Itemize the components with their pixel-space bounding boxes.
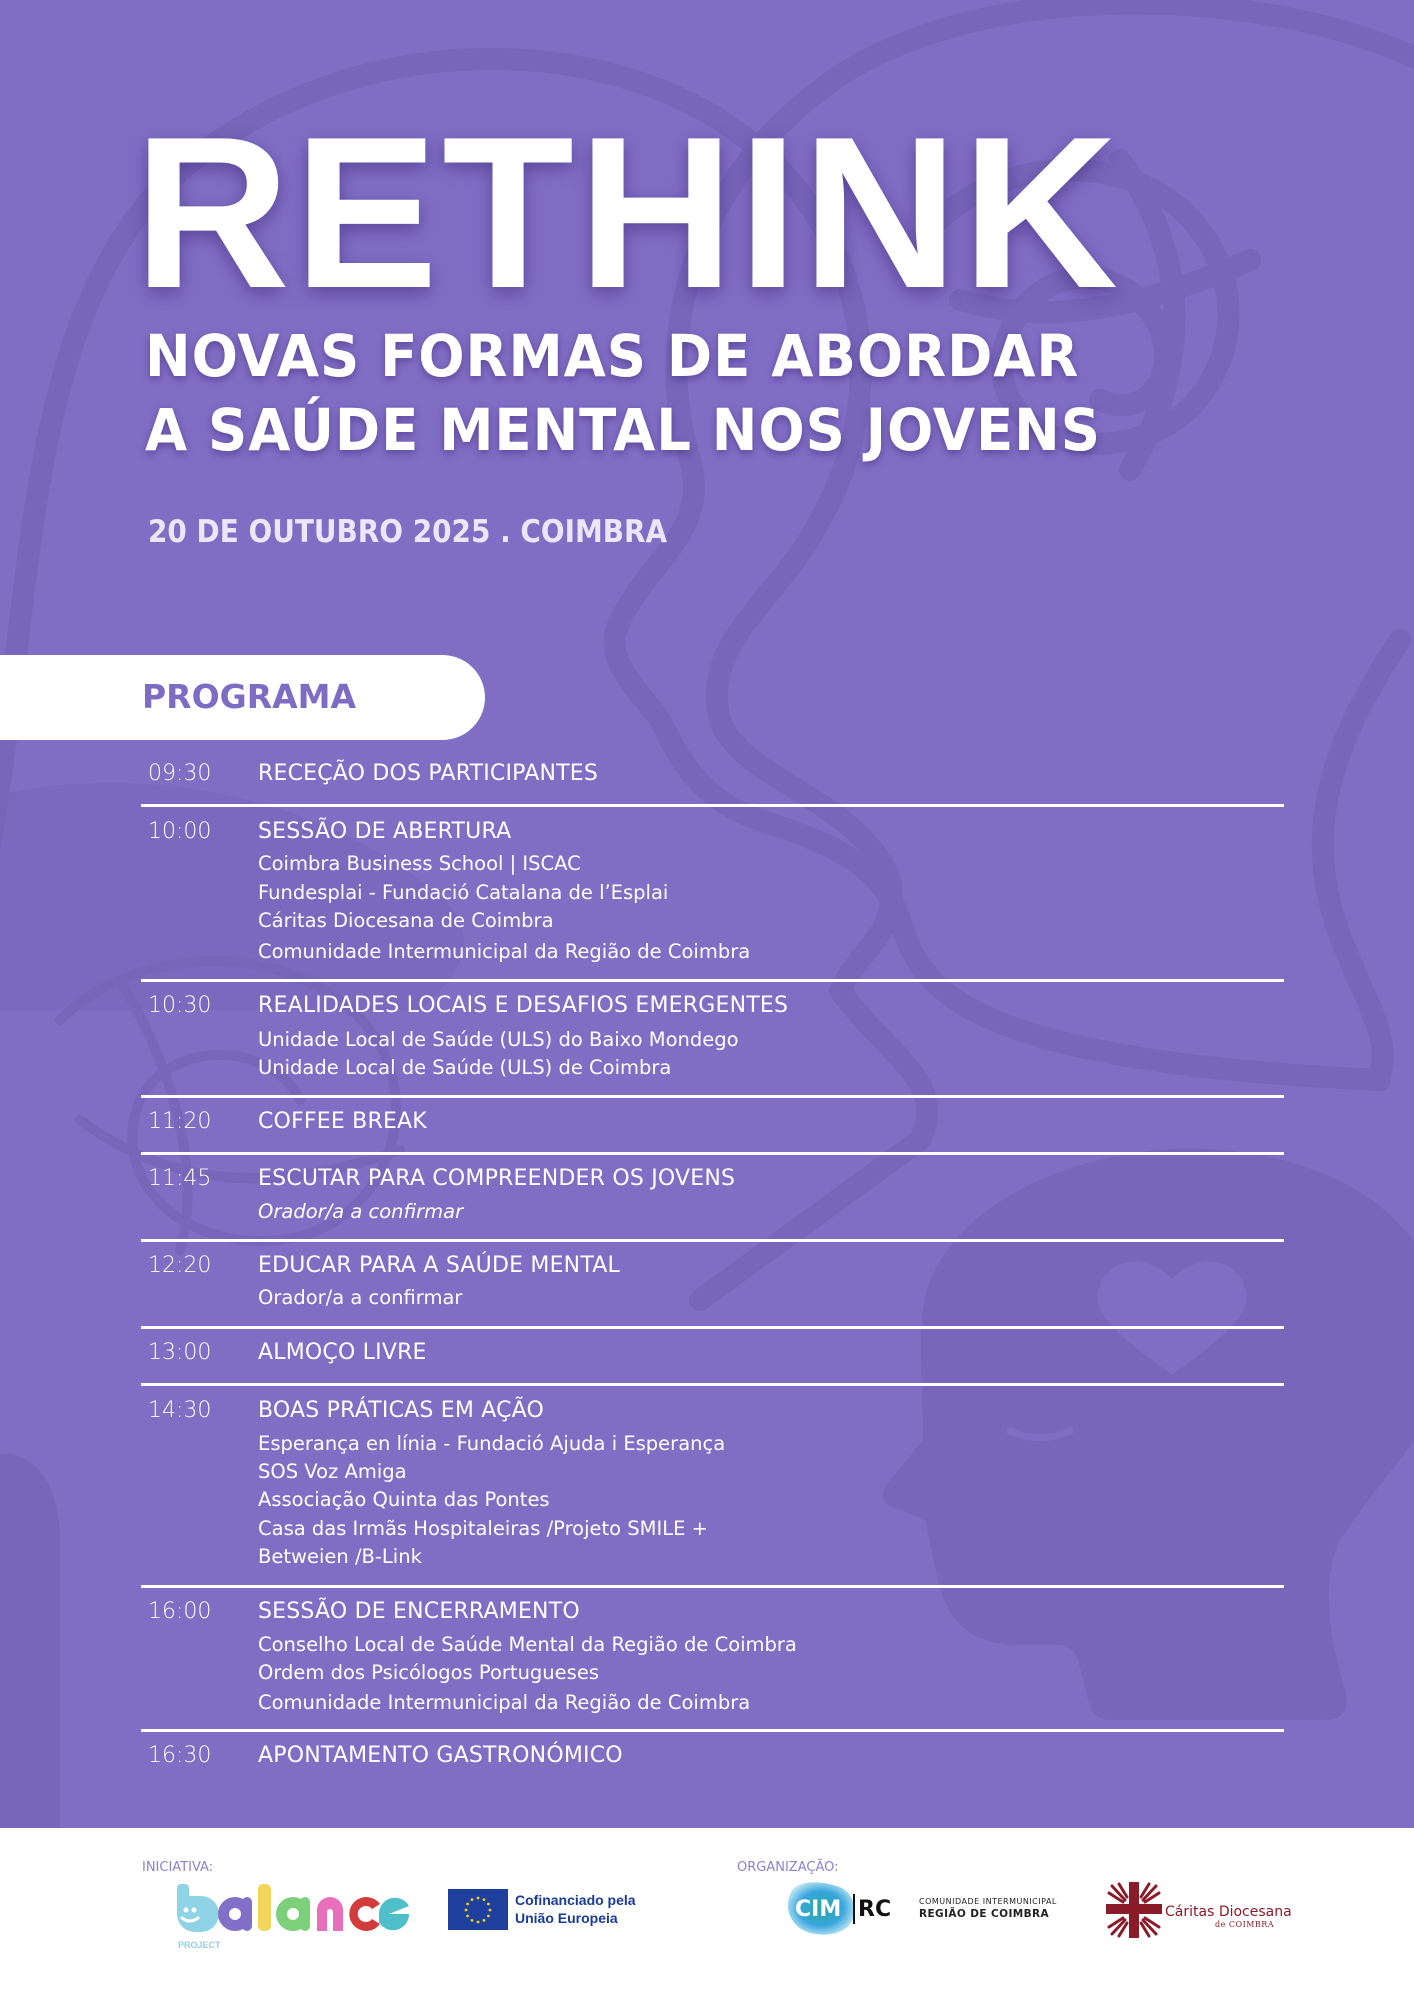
head-silhouette-heart bbox=[883, 1149, 1414, 1720]
caritas-sub: de COIMBRA bbox=[1215, 1920, 1275, 1929]
session-time: 09:30 bbox=[148, 761, 212, 786]
session-speaker: Orador/a a confirmar bbox=[258, 1200, 464, 1223]
divider bbox=[141, 1326, 1284, 1329]
event-subtitle-line1: NOVAS FORMAS DE ABORDAR bbox=[145, 322, 1080, 390]
session-title: BOAS PRÁTICAS EM AÇÃO bbox=[258, 1398, 545, 1423]
divider bbox=[141, 804, 1284, 807]
rc-mark-text: RC bbox=[858, 1897, 892, 1922]
session-speaker: Esperança en línia - Fundació Ajuda i Esperança bbox=[258, 1432, 726, 1455]
session-speaker: Orador/a a confirmar bbox=[258, 1286, 463, 1309]
program-heading: PROGRAMA bbox=[142, 677, 357, 716]
divider bbox=[141, 1729, 1284, 1732]
session-title: ALMOÇO LIVRE bbox=[258, 1340, 427, 1365]
session-time: 11:20 bbox=[148, 1109, 212, 1134]
balance-project-logo bbox=[172, 1880, 412, 1950]
session-speaker: Associação Quinta das Pontes bbox=[258, 1488, 550, 1511]
eu-stars-icon bbox=[448, 1889, 508, 1930]
balance-logo-graphic bbox=[172, 1880, 412, 1950]
session-speaker: Unidade Local de Saúde (ULS) do Baixo Mondego bbox=[258, 1028, 739, 1051]
session-time: 11:45 bbox=[148, 1166, 212, 1191]
divider bbox=[141, 1585, 1284, 1588]
cim-rc-logo bbox=[785, 1878, 905, 1938]
eu-cofunding-line1: Cofinanciado pela bbox=[515, 1892, 636, 1908]
divider bbox=[141, 1383, 1284, 1386]
event-title: RETHINK bbox=[134, 91, 1122, 333]
event-subtitle-line2: A SAÚDE MENTAL NOS JOVENS bbox=[145, 396, 1101, 464]
eu-flag-logo bbox=[448, 1889, 508, 1930]
session-title: COFFEE BREAK bbox=[258, 1109, 427, 1134]
cim-mark-text: CIM bbox=[795, 1897, 842, 1922]
caritas-cross-icon bbox=[1106, 1882, 1162, 1938]
session-speaker: Coimbra Business School | ISCAC bbox=[258, 852, 581, 875]
session-title: REALIDADES LOCAIS E DESAFIOS EMERGENTES bbox=[258, 993, 789, 1018]
session-speaker: Unidade Local de Saúde (ULS) de Coimbra bbox=[258, 1056, 672, 1079]
session-time: 10:00 bbox=[148, 819, 212, 844]
session-time: 16:30 bbox=[148, 1743, 212, 1768]
session-title: APONTAMENTO GASTRONÓMICO bbox=[258, 1743, 623, 1768]
balance-tag: PROJECT bbox=[178, 1940, 221, 1950]
divider bbox=[141, 979, 1284, 982]
session-time: 12:20 bbox=[148, 1253, 212, 1278]
session-title: RECEÇÃO DOS PARTICIPANTES bbox=[258, 761, 599, 786]
session-speaker: Comunidade Intermunicipal da Região de Coimbra bbox=[258, 1691, 751, 1714]
eu-cofunding-line2: União Europeia bbox=[515, 1910, 618, 1926]
cim-rc-mark bbox=[785, 1878, 905, 1938]
session-speaker: Casa das Irmãs Hospitaleiras /Projeto SMILE + bbox=[258, 1517, 708, 1540]
session-title: SESSÃO DE ABERTURA bbox=[258, 819, 512, 844]
divider bbox=[141, 1152, 1284, 1155]
session-time: 16:00 bbox=[148, 1599, 212, 1624]
session-time: 10:30 bbox=[148, 993, 212, 1018]
session-speaker: Ordem dos Psicólogos Portugueses bbox=[258, 1661, 599, 1684]
session-speaker: Cáritas Diocesana de Coimbra bbox=[258, 909, 554, 932]
caritas-cross-logo bbox=[1106, 1882, 1162, 1938]
event-date-location: 20 DE OUTUBRO 2025 . COIMBRA bbox=[148, 514, 668, 550]
session-speaker: SOS Voz Amiga bbox=[258, 1460, 407, 1483]
session-speaker: Fundesplai - Fundació Catalana de l’Esplai bbox=[258, 881, 669, 904]
session-title: ESCUTAR PARA COMPREENDER OS JOVENS bbox=[258, 1166, 736, 1191]
session-speaker: Conselho Local de Saúde Mental da Região de Coimbra bbox=[258, 1633, 797, 1656]
initiative-label: INICIATIVA: bbox=[142, 1860, 214, 1875]
session-speaker: Betweien /B-Link bbox=[258, 1545, 422, 1568]
session-time: 14:30 bbox=[148, 1398, 212, 1423]
session-time: 13:00 bbox=[148, 1340, 212, 1365]
session-speaker: Comunidade Intermunicipal da Região de Coimbra bbox=[258, 940, 751, 963]
caritas-name: Cáritas Diocesana bbox=[1165, 1904, 1292, 1920]
session-title: SESSÃO DE ENCERRAMENTO bbox=[258, 1599, 580, 1624]
divider bbox=[141, 1239, 1284, 1242]
cim-name-line1: COMUNIDADE INTERMUNICIPAL bbox=[919, 1897, 1057, 1906]
session-title: EDUCAR PARA A SAÚDE MENTAL bbox=[258, 1253, 620, 1278]
cim-name-line2: REGIÃO DE COIMBRA bbox=[919, 1908, 1050, 1920]
divider bbox=[141, 1095, 1284, 1098]
organization-label: ORGANIZAÇÃO: bbox=[737, 1860, 839, 1875]
